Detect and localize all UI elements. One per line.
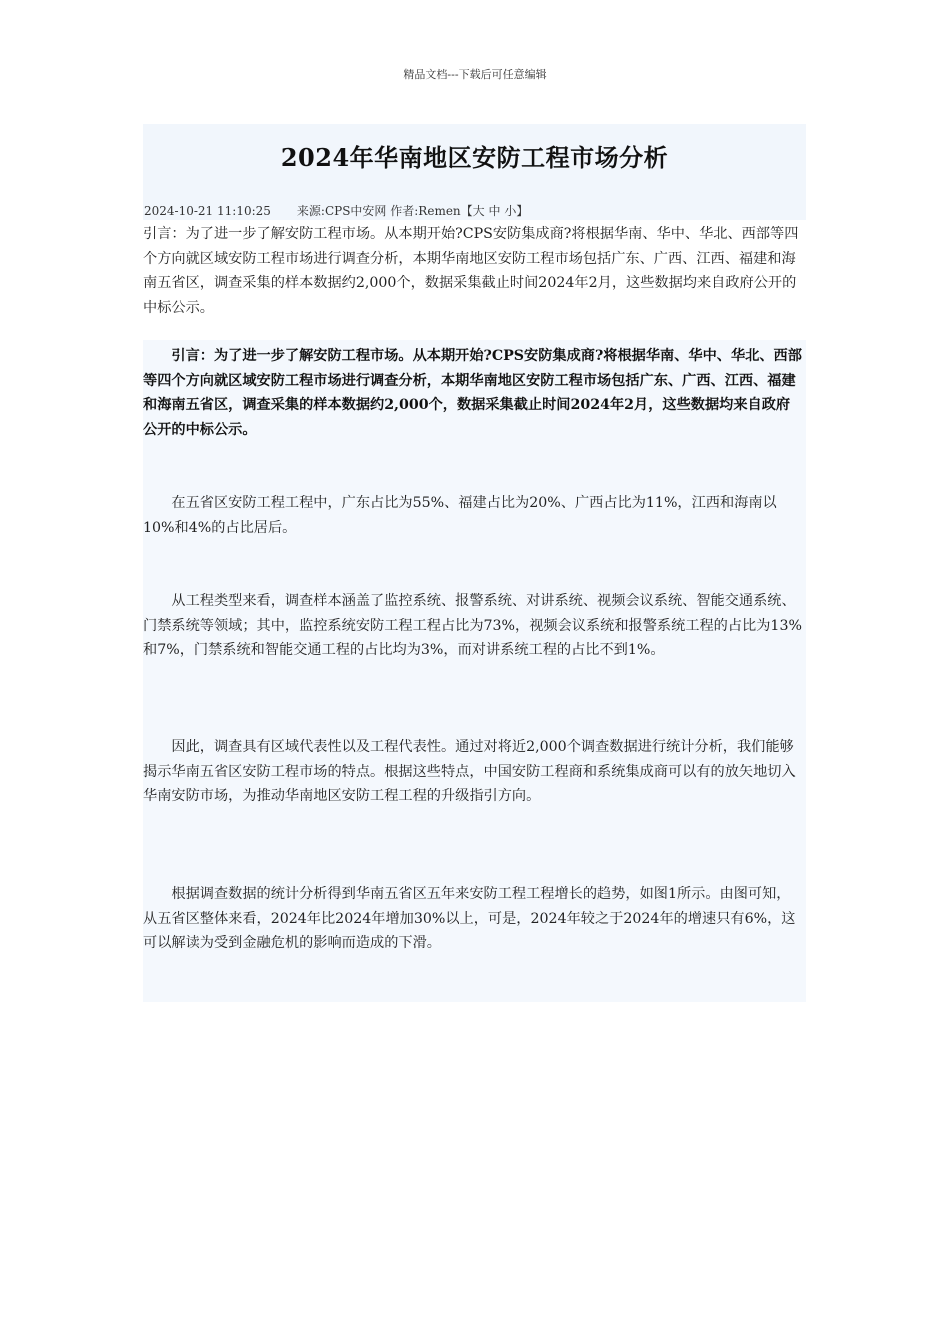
- page-header-note: 精品文档---下载后可任意编辑: [403, 68, 547, 81]
- font-size-medium-option[interactable]: 中: [488, 204, 501, 218]
- article-intro: 引言：为了进一步了解安防工程市场。从本期开始?CPS安防集成商?将根据华南、华中、华北、西部等四个方向就区域安防工程市场进行调查分析，本期华南地区安防工程市场包括广东、广西、江西、福建和海南五省区，调查采集的样本数据约2,000个，数据采集截止时间2024年2月，这些数据均来自政府公开的中标公示。: [143, 226, 799, 316]
- title-panel: [143, 124, 806, 220]
- font-size-small-option[interactable]: 小】: [504, 204, 529, 218]
- body-paragraph-representativeness: 因此，调查具有区域代表性以及工程代表性。通过对将近2,000个调查数据进行统计分析，我们能够揭示华南五省区安防工程市场的特点。根据这些特点，中国安防工程商和系统集成商可以有的放矢地切入华南安防市场，为推动华南地区安防工程工程的升级指引方向。: [143, 739, 796, 804]
- body-paragraph-growth-trend: 根据调查数据的统计分析得到华南五省区五年来安防工程工程增长的趋势，如图1所示。由图可知，从五省区整体来看，2024年比2024年增加30%以上，可是，2024年较之于2024年的增速只有6%，这可以解读为受到金融危机的影响而造成的下滑。: [143, 886, 796, 951]
- article-meta: [144, 202, 528, 219]
- publish-datetime: 2024-10-21 11:10:25: [144, 204, 271, 218]
- body-paragraph-province-share: 在五省区安防工程工程中，广东占比为55%、福建占比为20%、广西占比为11%，江西和海南以10%和4%的占比居后。: [143, 495, 777, 536]
- article-source: 来源:CPS中安网: [296, 204, 387, 218]
- bold-intro-paragraph: 引言：为了进一步了解安防工程市场。从本期开始?CPS安防集成商?将根据华南、华中、华北、西部等四个方向就区域安防工程市场进行调查分析，本期华南地区安防工程市场包括广东、广西、江西、福建和海南五省区，调查采集的样本数据约2,000个，数据采集截止时间2024年2月，这些数据均来自政府公开的中标公示。: [143, 348, 802, 438]
- article-title: 2024年华南地区安防工程市场分析: [280, 143, 669, 172]
- article-body-panel: [143, 340, 806, 1002]
- font-size-large-option[interactable]: 【大: [460, 204, 485, 218]
- body-paragraph-project-types: 从工程类型来看，调查样本涵盖了监控系统、报警系统、对讲系统、视频会议系统、智能交通系统、门禁系统等领域；其中，监控系统安防工程工程占比为73%，视频会议系统和报警系统工程的占比为13%和7%，门禁系统和智能交通工程的占比均为3%，而对讲系统工程的占比不到1%。: [143, 593, 802, 658]
- article-author: 作者:Remen: [390, 204, 461, 218]
